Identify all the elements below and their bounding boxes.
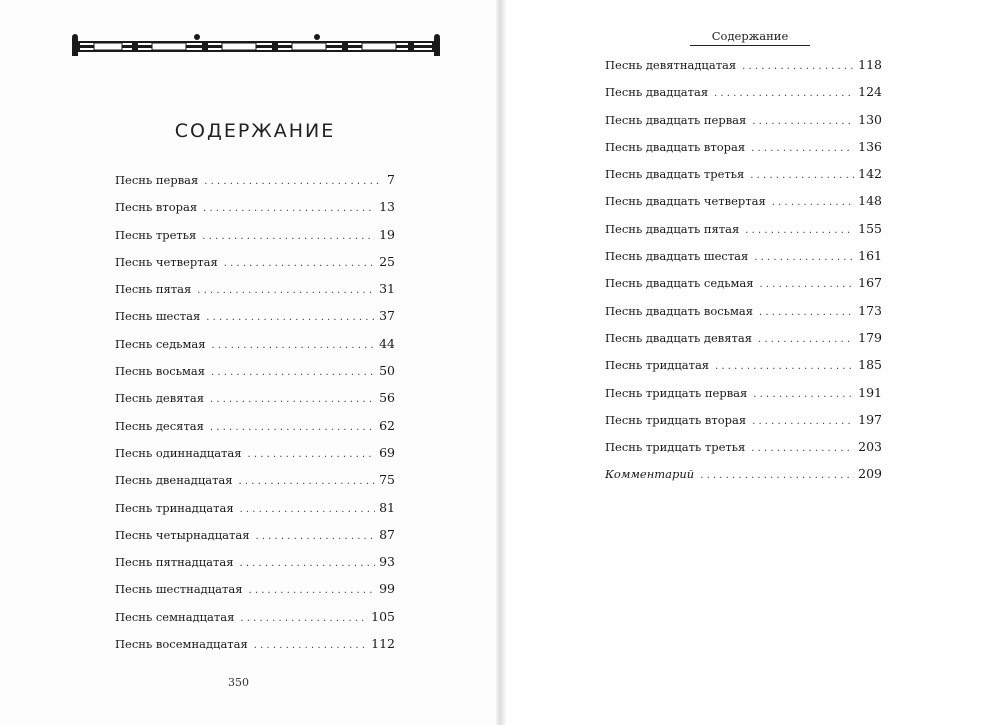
toc-leader-dots — [204, 176, 383, 188]
toc-entry-title: Песнь четырнадцатая — [115, 527, 250, 542]
toc-entry-page: 155 — [858, 220, 882, 236]
toc-list-right — [605, 57, 882, 494]
toc-entry — [115, 308, 395, 335]
toc-leader-dots — [759, 307, 854, 319]
toc-entry-title: Песнь двадцать первая — [605, 112, 747, 127]
toc-entry — [605, 57, 882, 84]
toc-entry-title: Песнь тринадцатая — [115, 500, 234, 515]
toc-entry-title: Песнь четвертая — [115, 254, 218, 269]
toc-entry-page: 37 — [379, 308, 395, 324]
toc-entry-page: 161 — [858, 248, 882, 264]
toc-leader-dots — [240, 613, 367, 625]
toc-entry-page: 118 — [858, 57, 882, 72]
toc-entry-page: 197 — [858, 411, 882, 427]
toc-entry-page: 93 — [379, 554, 395, 570]
page-number: 350 — [228, 676, 249, 689]
toc-entry — [115, 527, 395, 554]
toc-entry-page: 99 — [379, 581, 395, 597]
toc-entry-page: 173 — [858, 302, 882, 318]
toc-entry — [605, 166, 882, 193]
page-title: СОДЕРЖАНИЕ — [174, 120, 336, 142]
toc-entry — [115, 172, 395, 199]
toc-leader-dots — [211, 367, 375, 379]
toc-entry-page: 31 — [379, 281, 395, 297]
toc-entry — [605, 248, 882, 275]
toc-entry — [115, 581, 395, 608]
toc-leader-dots — [210, 422, 375, 434]
toc-leader-dots — [248, 449, 376, 461]
toc-entry-page: 179 — [858, 329, 882, 345]
toc-leader-dots — [758, 334, 854, 346]
toc-entry — [115, 418, 395, 445]
toc-entry-page: 19 — [379, 226, 395, 242]
toc-entry-title: Песнь семнадцатая — [115, 609, 235, 624]
toc-entry-page: 87 — [379, 526, 395, 542]
toc-entry-title: Песнь двадцать девятая — [605, 330, 752, 345]
toc-entry — [605, 330, 882, 357]
toc-entry-title: Песнь двенадцатая — [115, 473, 233, 488]
toc-list-left — [115, 172, 395, 663]
toc-entry-page: 124 — [858, 84, 882, 100]
toc-entry-title: Песнь третья — [115, 227, 197, 242]
toc-leader-dots — [224, 258, 375, 270]
toc-leader-dots — [751, 143, 854, 155]
toc-entry-title: Песнь тридцатая — [605, 358, 710, 373]
toc-entry-page: 75 — [379, 472, 395, 488]
toc-entry-title: Песнь вторая — [115, 200, 198, 215]
toc-entry-title: Песнь девятнадцатая — [605, 58, 737, 72]
toc-entry-title: Песнь шестнадцатая — [115, 582, 243, 597]
toc-leader-dots — [715, 361, 854, 373]
toc-entry — [605, 221, 882, 248]
toc-entry-page: 167 — [858, 275, 882, 291]
toc-entry-title: Песнь первая — [115, 173, 199, 187]
toc-entry — [115, 390, 395, 417]
toc-leader-dots — [202, 231, 375, 243]
toc-entry-title: Песнь тридцать третья — [605, 440, 746, 455]
toc-entry-title: Песнь седьмая — [115, 336, 206, 351]
toc-entry — [605, 357, 882, 384]
toc-entry-page: 130 — [858, 111, 882, 127]
toc-entry — [115, 445, 395, 472]
toc-entry-page: 44 — [379, 335, 395, 351]
toc-leader-dots — [745, 225, 854, 237]
toc-entry — [605, 466, 882, 493]
toc-entry-page: 209 — [858, 466, 882, 482]
toc-entry — [115, 472, 395, 499]
toc-entry-title: Песнь двадцатая — [605, 85, 709, 100]
toc-entry-title: Песнь шестая — [115, 309, 201, 324]
toc-entry — [605, 439, 882, 466]
toc-entry — [605, 84, 882, 111]
toc-entry — [115, 363, 395, 390]
toc-leader-dots — [197, 285, 375, 297]
toc-entry-title: Песнь одиннадцатая — [115, 445, 242, 460]
toc-entry — [605, 139, 882, 166]
toc-entry — [115, 500, 395, 527]
toc-entry — [115, 199, 395, 226]
toc-leader-dots — [752, 416, 854, 428]
ornamental-border-icon — [72, 32, 440, 60]
toc-entry-title: Песнь двадцать четвертая — [605, 194, 766, 209]
toc-entry-title: Песнь двадцать вторая — [605, 139, 746, 154]
toc-leader-dots — [752, 116, 854, 128]
toc-entry — [605, 303, 882, 330]
toc-leader-dots — [239, 476, 376, 488]
toc-leader-dots — [760, 279, 855, 291]
toc-entry-title: Песнь двадцать седьмая — [605, 276, 754, 291]
toc-leader-dots — [714, 88, 854, 100]
toc-entry-title: Песнь тридцать вторая — [605, 412, 747, 427]
toc-entry — [115, 227, 395, 254]
toc-entry — [115, 609, 395, 636]
toc-entry — [605, 275, 882, 302]
toc-entry-title: Песнь двадцать пятая — [605, 221, 740, 236]
book-gutter — [496, 0, 506, 725]
toc-entry-page: 56 — [379, 390, 395, 406]
toc-entry-page: 136 — [858, 138, 882, 154]
toc-entry-page: 142 — [858, 166, 882, 182]
toc-entry-title: Песнь десятая — [115, 418, 204, 433]
toc-entry-page: 105 — [371, 608, 395, 624]
toc-entry-title: Песнь девятая — [115, 391, 204, 406]
toc-entry-page: 50 — [379, 363, 395, 379]
toc-entry — [605, 385, 882, 412]
toc-entry-title: Комментарий — [605, 467, 695, 482]
toc-entry — [115, 636, 395, 663]
toc-entry-page: 148 — [858, 193, 882, 209]
toc-entry-page: 203 — [858, 439, 882, 455]
toc-leader-dots — [742, 61, 854, 73]
toc-entry — [115, 254, 395, 281]
toc-entry-title: Песнь двадцать шестая — [605, 249, 749, 264]
toc-leader-dots — [751, 443, 854, 455]
toc-leader-dots — [203, 203, 375, 215]
toc-entry-page: 62 — [379, 417, 395, 433]
toc-leader-dots — [212, 340, 376, 352]
running-head: Содержание — [690, 29, 810, 46]
toc-entry-title: Песнь восемнадцатая — [115, 637, 248, 652]
toc-leader-dots — [750, 170, 854, 182]
toc-entry-page: 13 — [379, 199, 395, 215]
toc-entry — [605, 112, 882, 139]
toc-entry-page: 25 — [379, 253, 395, 269]
toc-entry — [605, 193, 882, 220]
toc-entry-title: Песнь пятнадцатая — [115, 555, 234, 570]
toc-leader-dots — [248, 585, 375, 597]
toc-leader-dots — [753, 389, 854, 401]
toc-entry — [115, 336, 395, 363]
toc-entry — [115, 281, 395, 308]
toc-entry-title: Песнь двадцать восьмая — [605, 303, 754, 318]
toc-leader-dots — [210, 394, 375, 406]
toc-entry-title: Песнь восьмая — [115, 364, 206, 379]
toc-leader-dots — [239, 558, 375, 570]
toc-entry — [605, 412, 882, 439]
toc-leader-dots — [754, 252, 854, 264]
toc-entry-title: Песнь пятая — [115, 282, 192, 297]
toc-entry-page: 185 — [858, 357, 882, 373]
toc-entry — [115, 554, 395, 581]
toc-leader-dots — [254, 640, 367, 652]
toc-entry-page: 81 — [379, 499, 395, 515]
toc-leader-dots — [700, 470, 854, 482]
toc-leader-dots — [255, 531, 375, 543]
toc-entry-page: 7 — [387, 172, 395, 187]
toc-entry-page: 112 — [371, 636, 395, 652]
toc-entry-page: 191 — [858, 384, 882, 400]
toc-entry-title: Песнь тридцать первая — [605, 385, 748, 400]
toc-entry-page: 69 — [379, 444, 395, 460]
toc-leader-dots — [240, 504, 376, 516]
toc-leader-dots — [772, 197, 854, 209]
toc-entry-title: Песнь двадцать третья — [605, 167, 745, 182]
toc-leader-dots — [206, 312, 375, 324]
